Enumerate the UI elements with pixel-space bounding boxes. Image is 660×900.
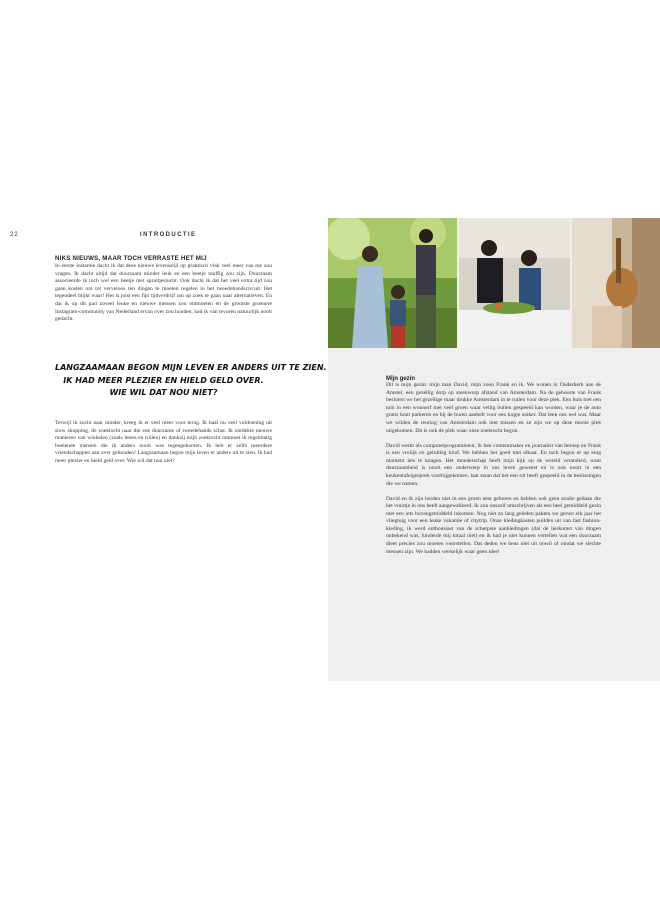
right-column xyxy=(386,376,601,564)
second-paragraph: Terwijl ik zocht naar minder, kreeg ik er veel meer voor terug. Ik haal nu veel voldoening uit slow shopping, de zoektocht naar die ene duurzame of tweedehands schat. Ik ontdekte nieuwe manieren van winkelen (zoals lenen en ruilen) en dankzij mijn zoektocht ontmoet ik regelmatig boeiende mensen die ik anders nooit was tegengekomen. Ik heb er zelfs meerdere vriendschappen aan over gehouden! Langzaamaan begon mijn leven er anders uit te zien. Ik had meer plezier en hield geld over. Wie wil dat nou niet? xyxy=(55,420,272,464)
page-number: 22 xyxy=(10,232,19,238)
family-panel xyxy=(328,218,660,681)
pull-quote-line: IK HAD MEER PLEZIER EN HIELD GELD OVER. xyxy=(63,375,264,385)
subheading: Mijn gezin xyxy=(386,376,415,382)
section-heading: NIKS NIEUWS, MAAR TOCH VERRASTE HET MIJ xyxy=(55,255,207,262)
guitar-photo xyxy=(572,218,660,348)
pull-quote-line: WIE WIL DAT NOU NIET? xyxy=(109,388,218,397)
left-column xyxy=(55,255,272,324)
pull-quote xyxy=(55,362,327,400)
left-column-lower xyxy=(55,420,272,466)
family-paragraph-3: David en ik zijn beiden niet in een groen nest geboren en hebben ook geen studie gedaan die het vuurtje in ons heeft aangewakkerd. Ik zou onszelf omschrijven als een heel gemiddeld gezin met een iets bovengemiddeld inkomen. Nog niet zo lang geleden pakten we gerust elk jaar het vliegtuig voor een leuke vakantie of citytrip. Onze kledingkasten puilden uit van fast fashion-kleding, ik werd enthousiast van de scherpste aanbiedingen (dat de herkomst van dingen onbekend was, hinderde mij totaal niet) en ik had je niet kunnen vertellen wat een duurzaam dieet precies zou moeten voorstellen. Dat deden we heus niet uit onwil of omdat we slechte mensen zijn. We hadden werkelijk waar geen idee! xyxy=(386,495,601,555)
intro-paragraph: In eerste instantie dacht ik dat deze nieuwe levensstijl op praktisch vlak veel meer van me zou vragen. Ik dacht altijd dat duurzaam minder leuk en een beetje muffig zou zijn. Duurzaam associeerde ik toch wel een beetje met spruitjeslucht. Ook dacht ik dat het veel extra tijd zou gaan kosten om tot verveloos ten dingen te moeten regelen in het tweedehandscircuit. Het tegendeel blijkt waar! Het is juist een fijn tijdverdrijf om op zoek te gaan naar alternatieven. En dat ik op dit pad zoveel leuke en nieuwe mensen zou ontmoeten en de grootste groenere Instagram-community van Nederland ervan over zou houden, had ik van tevoren natuurlijk nooit gedacht. xyxy=(55,263,272,323)
family-paragraph-2: David werkt als computerprogrammeur, ik ben contentmaker en journalist van beroep en Frank is een vrolijk en gelukkig kind. We hebben het goed met elkaar. En toch begon er op enig moment iets te knagen. Het moederschap heeft mijn kijk op de wereld veranderd, want duurzaamheid is nooit een onderwerp in ons leven geweest en is ook nooit in een keukentafelgesprek voorbijgekomen, laat staan dat het een rol heeft gespeeld in de beslissingen die we namen. xyxy=(386,442,601,487)
photo-strip xyxy=(328,218,660,348)
kitchen-photo xyxy=(459,218,570,348)
family-paragraph-1: Dit is mijn gezin: mijn man David, mijn zoon Frank en ik. We wonen in Ouderkerk aan de Amstel, een gezellig dorp op steenworp afstand van Amsterdam. Na de geboorte van Frank besloten we het gezellige maar drukke Amsterdam in te ruilen voor deze plek. Een huis met een tuin in een woonerf met veel groen waar veilig buiten gespeeld kan worden, waar je de auto gratis kunt parkeren en bij de buren aanbelt voor een kopje suiker. Dat leek ons wel wat. Maar we wilden de reuring van Amsterdam ook niet missen en ze zijn we op deze mooie plek uitgekomen. Dit is ook de plek waar onze zoektocht begon. xyxy=(386,382,601,434)
pull-quote-line: LANGZAAMAAN BEGON MIJN LEVEN ER ANDERS UIT TE ZIEN. xyxy=(55,363,327,372)
family-outdoor-photo xyxy=(328,218,457,348)
running-head: INTRODUCTIE xyxy=(140,232,197,238)
